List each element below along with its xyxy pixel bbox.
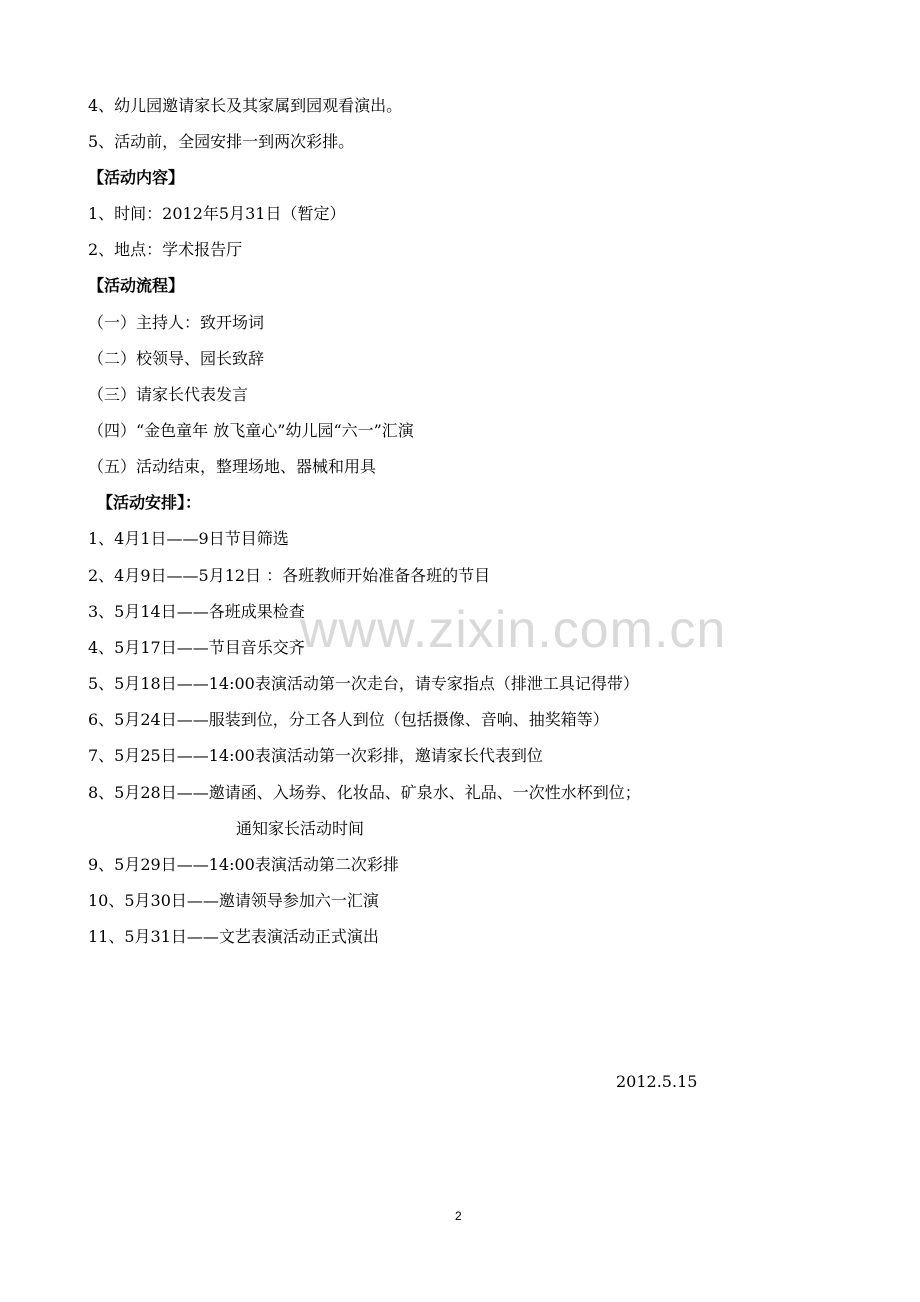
document-date: 2012.5.15 — [616, 1072, 698, 1091]
schedule-item-4: 4、5月17日——节目音乐交齐 — [88, 638, 305, 657]
process-step-3: （三）请家长代表发言 — [88, 385, 249, 404]
item-invite-parents: 4、幼儿园邀请家长及其家属到园观看演出。 — [88, 96, 403, 115]
content-time: 1、时间：2012年5月31日（暂定） — [88, 204, 346, 223]
schedule-item-10: 10、5月30日——邀请领导参加六一汇演 — [88, 891, 379, 910]
heading-activity-process: 【活动流程】 — [88, 276, 185, 295]
process-step-5: （五）活动结束，整理场地、器械和用具 — [88, 457, 377, 476]
schedule-item-2: 2、4月9日——5月12日 ：各班教师开始准备各班的节目 — [88, 566, 491, 585]
schedule-item-8-continuation: 通知家长活动时间 — [236, 819, 365, 838]
page-number: 2 — [455, 1209, 462, 1223]
schedule-item-11: 11、5月31日——文艺表演活动正式演出 — [88, 927, 379, 946]
schedule-item-3: 3、5月14日——各班成果检查 — [88, 602, 305, 621]
heading-activity-content: 【活动内容】 — [88, 168, 185, 187]
schedule-item-5: 5、5月18日——14:00表演活动第一次走台，请专家指点（排泄工具记得带） — [88, 674, 639, 693]
schedule-item-8: 8、5月28日——邀请函、入场券、化妆品、矿泉水、礼品、一次性水杯到位； — [88, 783, 641, 802]
process-step-1: （一）主持人：致开场词 — [88, 313, 265, 332]
schedule-item-7: 7、5月25日——14:00表演活动第一次彩排，邀请家长代表到位 — [88, 746, 543, 765]
process-step-4: （四）“金色童年 放飞童心”幼儿园“六一”汇演 — [88, 421, 414, 440]
heading-activity-schedule: 【活动安排】： — [97, 493, 202, 512]
schedule-item-1: 1、4月1日——9日节目筛选 — [88, 529, 289, 548]
content-location: 2、地点：学术报告厅 — [88, 240, 243, 259]
schedule-item-9: 9、5月29日——14:00表演活动第二次彩排 — [88, 855, 399, 874]
process-step-2: （二）校领导、园长致辞 — [88, 349, 265, 368]
item-rehearsal-plan: 5、活动前，全园安排一到两次彩排。 — [88, 132, 355, 151]
watermark-text: www.zixin.com.cn — [300, 601, 727, 659]
schedule-item-6: 6、5月24日——服装到位，分工各人到位（包括摄像、音响、抽奖箱等） — [88, 710, 609, 729]
